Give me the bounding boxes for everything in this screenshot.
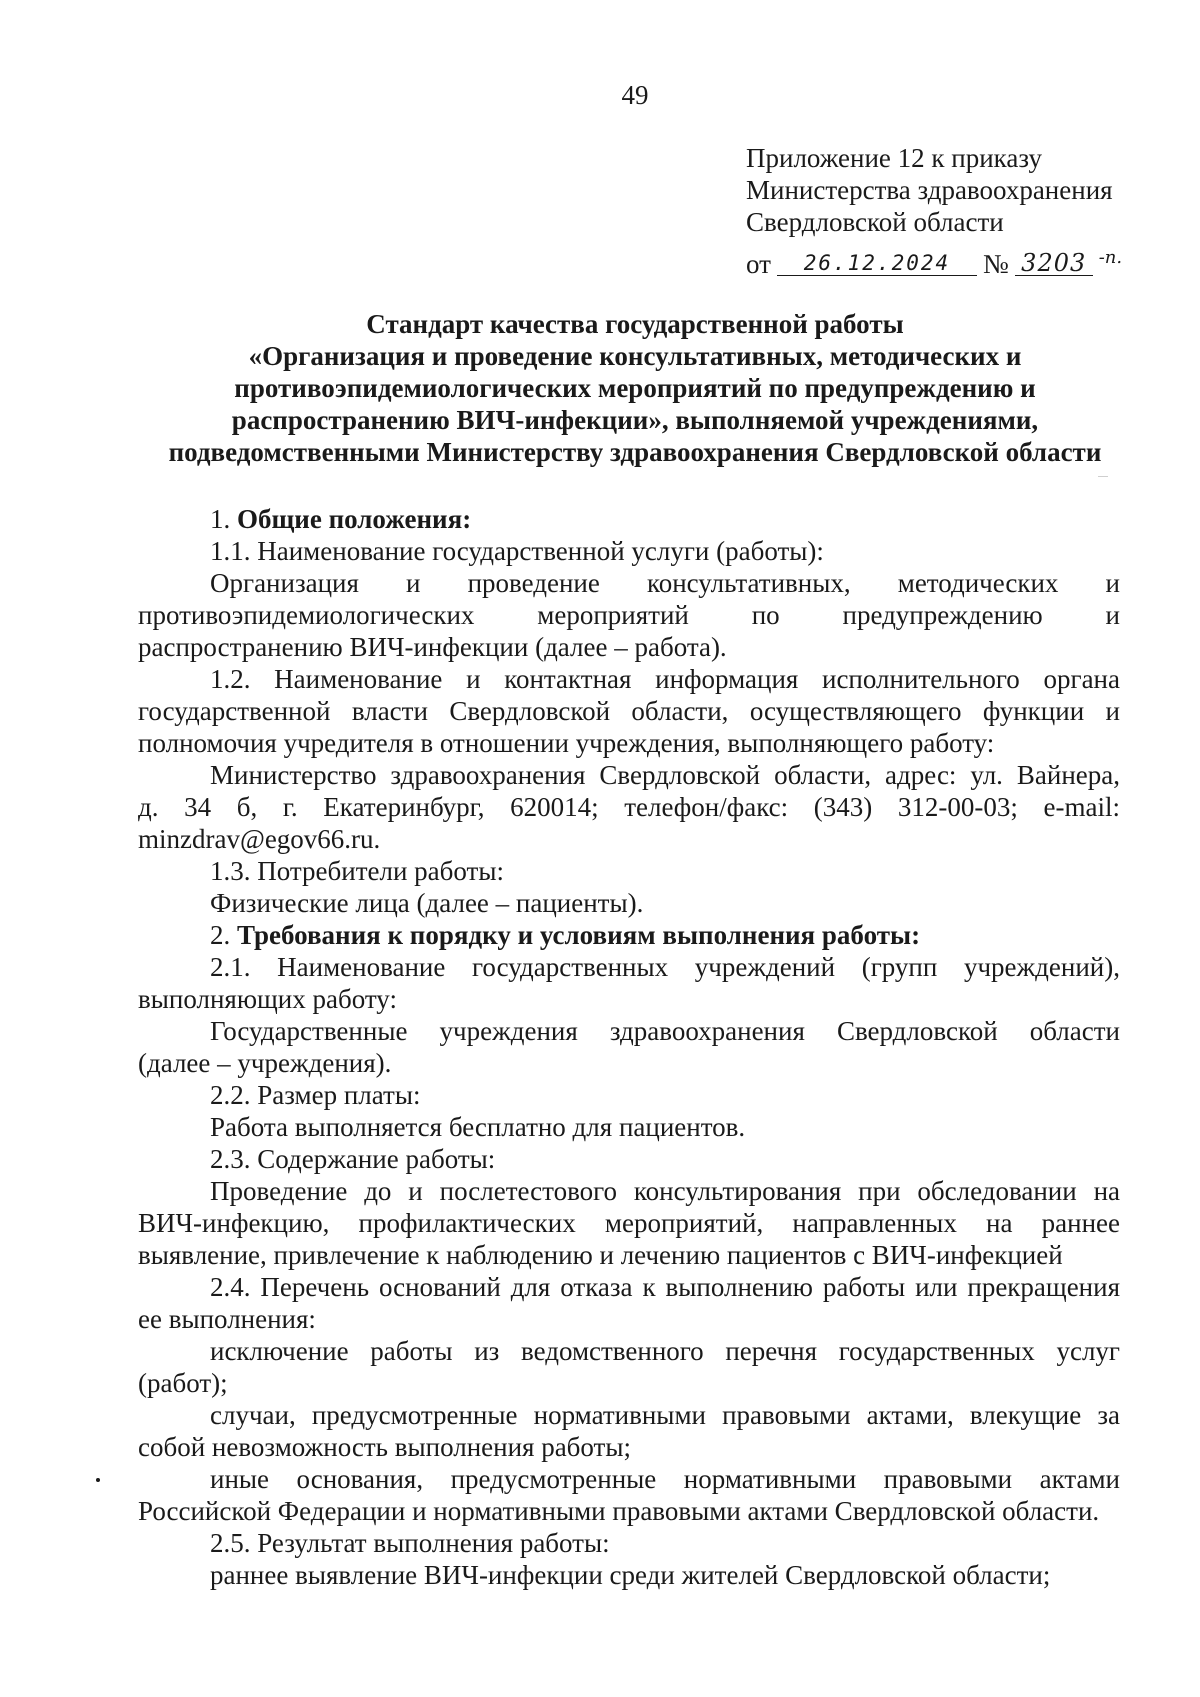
- number-label: №: [982, 249, 1009, 279]
- paragraph-1-1-text: Организация и проведение консультативных, методических и противоэпидемиологических мероприятий по предупреждению и распространению ВИЧ-инфекции (далее – работа).: [138, 568, 1120, 662]
- title-line-2: «Организация и проведение консультативных, методических и: [248, 341, 1022, 371]
- title-line-4: распространению ВИЧ-инфекции», выполняемой учреждениями,: [231, 405, 1039, 435]
- appendix-line-3: Свердловской области: [746, 207, 1004, 237]
- paragraph-2-2-text: Работа выполняется бесплатно для пациентов.: [210, 1112, 746, 1142]
- document-body: [138, 503, 1120, 1591]
- paragraph-2-4-item-a: исключение работы из ведомственного перечня государственных услуг (работ);: [138, 1336, 1120, 1398]
- paragraph-2-3: 2.3. Содержание работы:: [210, 1144, 496, 1174]
- paragraph-2-5: 2.5. Результат выполнения работы:: [210, 1528, 610, 1558]
- paragraph-2-2: 2.2. Размер платы:: [210, 1080, 421, 1110]
- order-number-suffix: -п.: [1098, 247, 1123, 268]
- paragraph-2-4-item-b: случаи, предусмотренные нормативными правовыми актами, влекущие за собой невозможность выполнения работы;: [138, 1400, 1120, 1462]
- document-title: [140, 308, 1130, 468]
- paragraph-1-3-text: Физические лица (далее – пациенты).: [210, 888, 644, 918]
- paragraph-1-1: 1.1. Наименование государственной услуги (работы):: [210, 536, 824, 566]
- paragraph-2-3-text: Проведение до и послетестового консультирования при обследовании на ВИЧ-инфекцию, профилактических мероприятий, направленных на раннее выявление, привлечение к наблюдению и лечению пациентов с ВИЧ-инфекцией: [138, 1176, 1120, 1270]
- section-1-title: Общие положения:: [237, 504, 472, 534]
- scan-artifact: [1098, 476, 1108, 477]
- page-number: 49: [621, 80, 649, 110]
- paragraph-2-4: 2.4. Перечень оснований для отказа к выполнению работы или прекращения ее выполнения:: [138, 1272, 1120, 1334]
- paragraph-1-2: 1.2. Наименование и контактная информация исполнительного органа государственной власти Свердловской области, осуществляющего функции и полномочия учредителя в отношении учреждения, выполняющего работу:: [138, 664, 1120, 758]
- appendix-line-2: Министерства здравоохранения: [746, 175, 1113, 205]
- paragraph-1-3: 1.3. Потребители работы:: [210, 856, 504, 886]
- appendix-line-1: Приложение 12 к приказу: [746, 143, 1042, 173]
- order-date: 26.12.2024: [777, 251, 977, 276]
- section-2-title: Требования к порядку и условиям выполнения работы:: [237, 920, 921, 950]
- from-label: от: [746, 249, 771, 279]
- paragraph-2-4-item-c: иные основания, предусмотренные нормативными правовыми актами Российской Федерации и нормативными правовыми актами Свердловской области.: [138, 1464, 1120, 1526]
- section-2-heading: 2. Требования к порядку и условиям выполнения работы:: [210, 920, 921, 950]
- order-date-number-line: [746, 242, 1186, 280]
- order-number: 3203: [1015, 251, 1093, 276]
- title-line-5: подведомственными Министерству здравоохранения Свердловской области: [168, 437, 1102, 467]
- appendix-header: [746, 142, 1186, 280]
- title-line-1: Стандарт качества государственной работы: [366, 309, 904, 339]
- paragraph-1-2-text: Министерство здравоохранения Свердловской области, адрес: ул. Вайнера, д. 34 б, г. Екатеринбург, 620014; телефон/факс: (343) 312-00-03; e-mail: minzdrav@egov66.ru.: [138, 760, 1120, 854]
- scan-dot-artifact: [96, 1478, 100, 1482]
- paragraph-2-1: 2.1. Наименование государственных учреждений (групп учреждений), выполняющих работу:: [138, 952, 1120, 1014]
- paragraph-2-5-text: раннее выявление ВИЧ-инфекции среди жителей Свердловской области;: [210, 1560, 1051, 1590]
- section-1-heading: 1. Общие положения:: [210, 504, 472, 534]
- paragraph-2-1-text: Государственные учреждения здравоохранения Свердловской области (далее – учреждения).: [138, 1016, 1120, 1078]
- title-line-3: противоэпидемиологических мероприятий по предупреждению и: [234, 373, 1036, 403]
